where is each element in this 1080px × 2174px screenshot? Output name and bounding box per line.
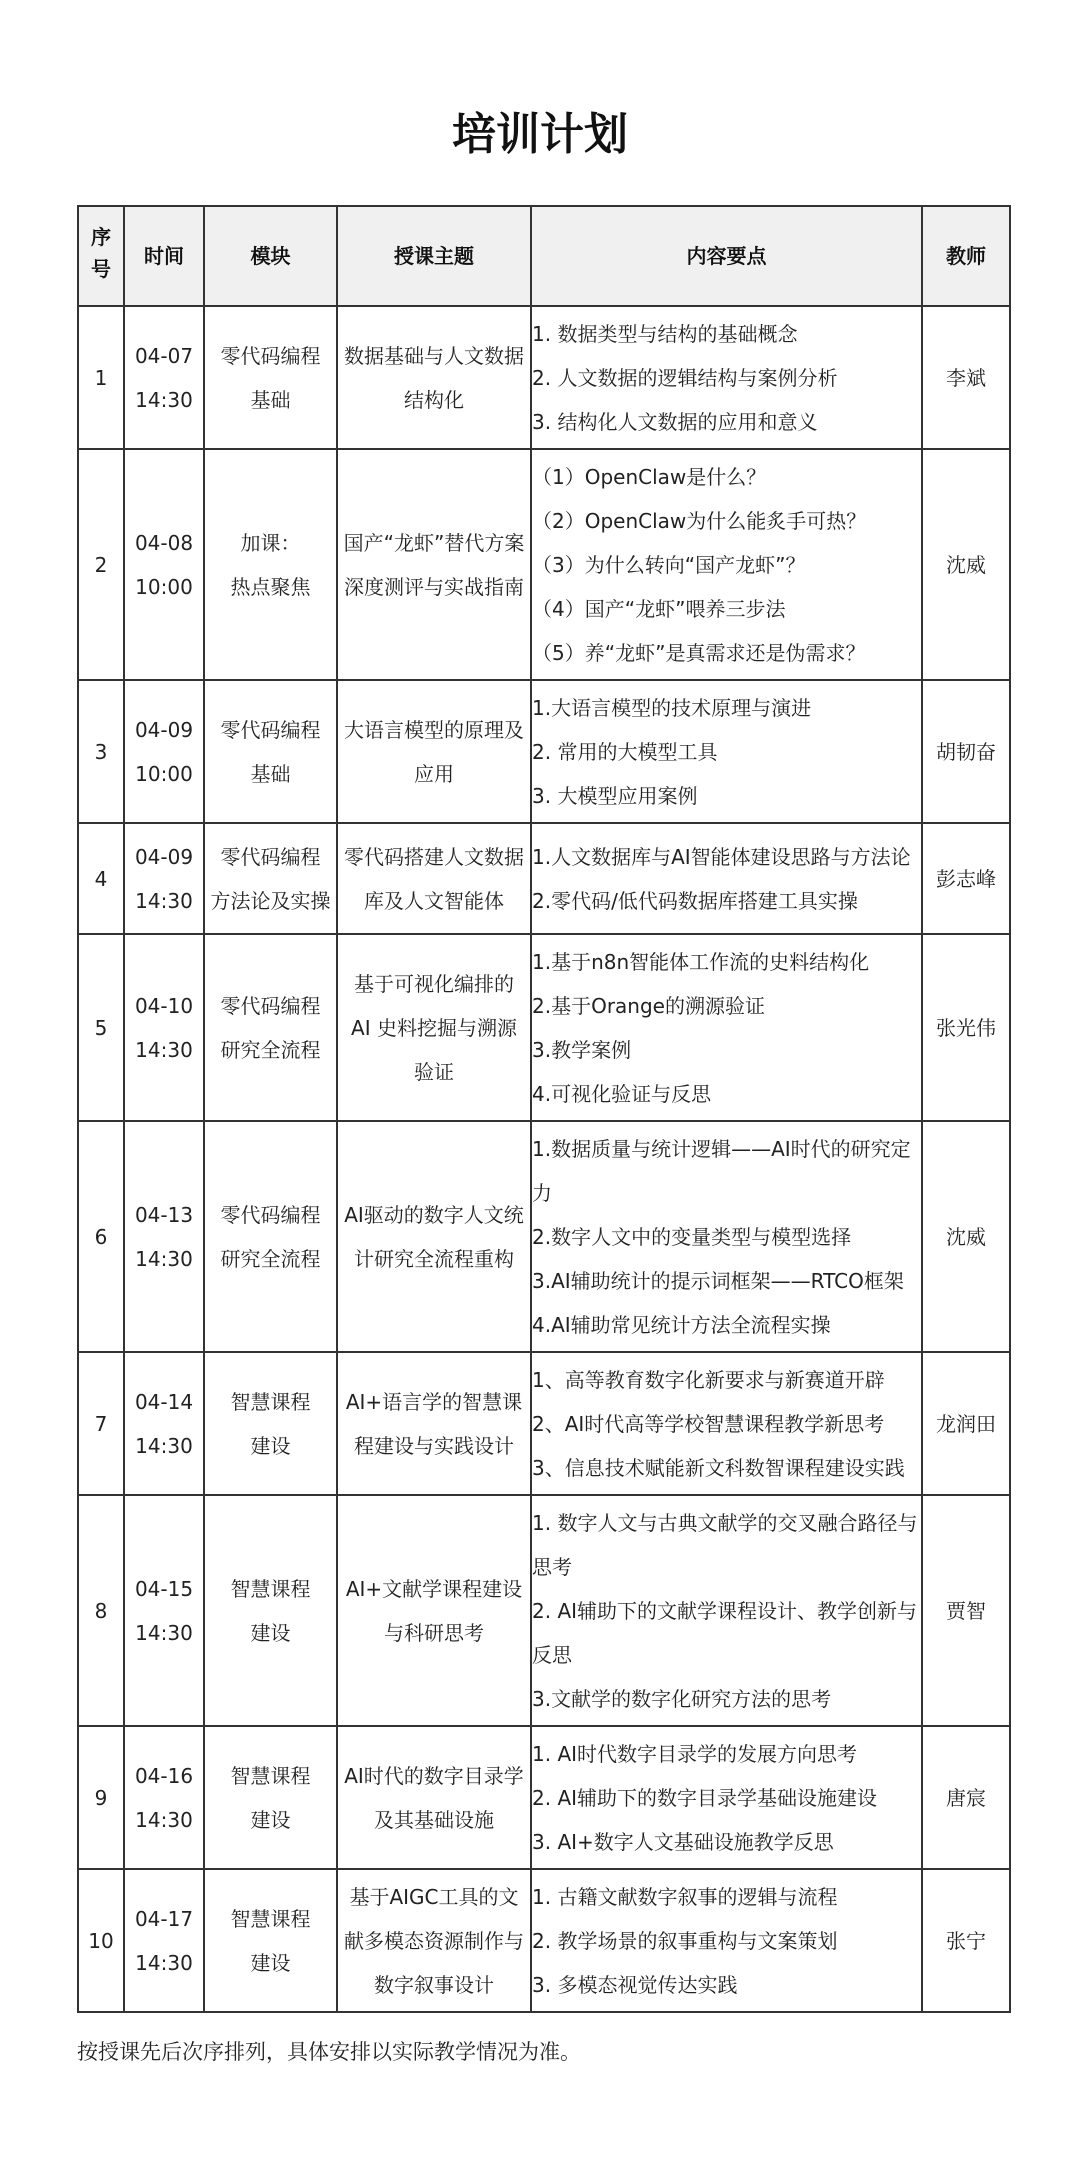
row-module-line: 智慧课程	[230, 1763, 311, 1788]
row-point-item: 3. 多模态视觉传达实践	[532, 1972, 738, 1997]
row-index: 1	[78, 306, 124, 449]
row-start-time: 14:30	[135, 1807, 193, 1832]
row-start-time: 14:30	[135, 387, 193, 412]
row-module-line: 建设	[250, 1620, 291, 1645]
row-point-item: （5）养“龙虾”是真需求还是伪需求？	[532, 640, 866, 665]
row-point-item: 1. 数字人文与古典文献学的交叉融合路径与思考	[532, 1510, 918, 1579]
row-point-item: 3. 结构化人文数据的应用和意义	[532, 409, 818, 434]
row-point-item: 3、信息技术赋能新文科数智课程建设实践	[532, 1455, 905, 1480]
row-module	[204, 449, 337, 680]
row-time	[124, 823, 204, 934]
row-time	[124, 1121, 204, 1352]
row-module-line: 零代码编程	[220, 717, 321, 742]
row-points	[531, 306, 922, 449]
row-module-line: 热点聚焦	[230, 574, 311, 599]
row-topic-line: AI+语言学的智慧课	[345, 1389, 523, 1414]
row-module	[204, 680, 337, 823]
row-topic	[337, 1869, 531, 2012]
row-topic	[337, 1726, 531, 1869]
row-topic	[337, 1352, 531, 1495]
row-date: 04-13	[134, 1202, 194, 1227]
row-module	[204, 1495, 337, 1726]
table-row	[78, 1869, 1010, 2012]
row-point-item: 1、高等教育数字化新要求与新赛道开辟	[532, 1367, 885, 1392]
row-teacher: 龙润田	[922, 1352, 1010, 1495]
row-module-line: 加课：	[240, 530, 301, 555]
training-plan-table	[77, 205, 1011, 2013]
row-module-line: 建设	[250, 1807, 291, 1832]
row-point-item: 2. 人文数据的逻辑结构与案例分析	[532, 365, 838, 390]
row-index: 6	[78, 1121, 124, 1352]
row-module-line: 零代码编程	[220, 993, 321, 1018]
row-topic	[337, 449, 531, 680]
row-module-line: 建设	[250, 1950, 291, 1975]
row-point-item: 3.教学案例	[532, 1037, 632, 1062]
row-topic-line: 零代码搭建人文数据	[344, 844, 524, 869]
row-topic-line: AI驱动的数字人文统	[344, 1202, 524, 1227]
row-topic-line: 计研究全流程重构	[354, 1246, 514, 1271]
row-point-item: 3. 大模型应用案例	[532, 783, 698, 808]
row-topic	[337, 934, 531, 1121]
table-body	[78, 306, 1010, 2012]
row-module-line: 智慧课程	[230, 1576, 311, 1601]
header-topic: 授课主题	[337, 206, 531, 306]
row-points	[531, 1352, 922, 1495]
row-teacher: 张宁	[922, 1869, 1010, 2012]
row-topic-line: 国产“龙虾”替代方案	[343, 530, 525, 555]
header-points: 内容要点	[531, 206, 922, 306]
row-start-time: 14:30	[135, 1620, 193, 1645]
row-module-line: 零代码编程	[220, 1202, 321, 1227]
row-date: 04-07	[134, 343, 194, 368]
table-row	[78, 1495, 1010, 1726]
row-points	[531, 823, 922, 934]
row-point-item: 2. AI辅助下的文献学课程设计、教学创新与反思	[532, 1598, 918, 1667]
row-point-item: 4.可视化验证与反思	[532, 1081, 712, 1106]
row-topic-line: 数据基础与人文数据	[344, 343, 524, 368]
row-time	[124, 1352, 204, 1495]
table-row	[78, 823, 1010, 934]
table-row	[78, 306, 1010, 449]
row-point-item: 3.文献学的数字化研究方法的思考	[532, 1686, 832, 1711]
row-module	[204, 934, 337, 1121]
row-point-item: 2.数字人文中的变量类型与模型选择	[532, 1224, 852, 1249]
row-date: 04-09	[134, 844, 194, 869]
row-date: 04-17	[134, 1906, 194, 1931]
row-module-line: 智慧课程	[230, 1906, 311, 1931]
row-point-item: 1. 数据类型与结构的基础概念	[532, 321, 798, 346]
row-date: 04-14	[134, 1389, 194, 1414]
row-topic-line: AI时代的数字目录学	[344, 1763, 524, 1788]
row-topic-line: 程建设与实践设计	[354, 1433, 514, 1458]
row-topic-line: 深度测评与实战指南	[344, 574, 524, 599]
row-topic-line: 应用	[414, 761, 454, 786]
row-start-time: 14:30	[135, 1037, 193, 1062]
row-topic-line: 及其基础设施	[374, 1807, 494, 1832]
row-point-item: （2）OpenClaw为什么能炙手可热？	[532, 508, 867, 533]
header-teacher: 教师	[922, 206, 1010, 306]
row-index: 7	[78, 1352, 124, 1495]
row-start-time: 14:30	[135, 1246, 193, 1271]
row-time	[124, 1495, 204, 1726]
row-date: 04-08	[134, 530, 194, 555]
row-topic	[337, 823, 531, 934]
row-topic	[337, 1495, 531, 1726]
row-time	[124, 934, 204, 1121]
row-points	[531, 680, 922, 823]
row-point-item: 2.基于Orange的溯源验证	[532, 993, 765, 1018]
row-index: 4	[78, 823, 124, 934]
row-point-item: 1. AI时代数字目录学的发展方向思考	[532, 1741, 858, 1766]
row-teacher: 张光伟	[922, 934, 1010, 1121]
page-title: 培训计划	[452, 109, 628, 160]
row-start-time: 14:30	[135, 1433, 193, 1458]
row-topic-line: AI 史料挖掘与溯源	[351, 1015, 517, 1040]
row-time	[124, 1726, 204, 1869]
row-point-item: 1.数据质量与统计逻辑——AI时代的研究定力	[532, 1136, 911, 1205]
row-points	[531, 449, 922, 680]
row-module	[204, 1869, 337, 2012]
table-row	[78, 1121, 1010, 1352]
row-topic-line: 结构化	[404, 387, 464, 412]
row-date: 04-16	[134, 1763, 194, 1788]
row-points	[531, 1726, 922, 1869]
row-topic-line: 验证	[414, 1059, 454, 1084]
row-teacher: 李斌	[922, 306, 1010, 449]
row-module	[204, 1726, 337, 1869]
row-point-item: 4.AI辅助常见统计方法全流程实操	[532, 1312, 831, 1337]
row-index: 8	[78, 1495, 124, 1726]
row-module	[204, 306, 337, 449]
row-start-time: 10:00	[135, 574, 193, 599]
row-point-item: 1.基于n8n智能体工作流的史料结构化	[532, 949, 870, 974]
footer-note: 按授课先后次序排列，具体安排以实际教学情况为准。	[77, 2040, 581, 2064]
table-row	[78, 449, 1010, 680]
row-index: 2	[78, 449, 124, 680]
row-point-item: （4）国产“龙虾”喂养三步法	[532, 596, 786, 621]
row-point-item: 2. 常用的大模型工具	[532, 739, 718, 764]
header-module: 模块	[204, 206, 337, 306]
table-row	[78, 1726, 1010, 1869]
row-topic-line: 数字叙事设计	[374, 1972, 494, 1997]
row-topic	[337, 1121, 531, 1352]
row-topic-line: 基于AIGC工具的文	[349, 1884, 519, 1909]
header-index: 序号	[78, 206, 124, 306]
row-time	[124, 680, 204, 823]
row-topic-line: AI+文献学课程建设	[345, 1576, 523, 1601]
row-point-item: 1.人文数据库与AI智能体建设思路与方法论	[532, 844, 911, 869]
row-topic-line: 献多模态资源制作与	[344, 1928, 524, 1953]
table-row	[78, 934, 1010, 1121]
row-point-item: 2、AI时代高等学校智慧课程教学新思考	[532, 1411, 885, 1436]
row-points	[531, 1495, 922, 1726]
row-start-time: 14:30	[135, 1950, 193, 1975]
row-start-time: 10:00	[135, 761, 193, 786]
header-time: 时间	[124, 206, 204, 306]
table-row	[78, 1352, 1010, 1495]
row-point-item: （1）OpenClaw是什么？	[532, 464, 767, 489]
row-module	[204, 1121, 337, 1352]
row-teacher: 贾智	[922, 1495, 1010, 1726]
row-module-line: 方法论及实操	[210, 888, 331, 913]
row-module-line: 智慧课程	[230, 1389, 311, 1414]
row-time	[124, 449, 204, 680]
row-points	[531, 934, 922, 1121]
table-header-row	[78, 206, 1010, 306]
row-topic-line: 与科研思考	[384, 1620, 484, 1645]
row-topic-line: 大语言模型的原理及	[344, 717, 524, 742]
row-point-item: 3.AI辅助统计的提示词框架——RTCO框架	[532, 1268, 904, 1293]
row-point-item: 2. AI辅助下的数字目录学基础设施建设	[532, 1785, 878, 1810]
row-module-line: 研究全流程	[220, 1037, 321, 1062]
row-points	[531, 1869, 922, 2012]
row-topic	[337, 306, 531, 449]
row-points	[531, 1121, 922, 1352]
row-point-item: 2. 教学场景的叙事重构与文案策划	[532, 1928, 838, 1953]
row-point-item: 2.零代码/低代码数据库搭建工具实操	[532, 888, 858, 913]
row-teacher: 沈威	[922, 1121, 1010, 1352]
row-start-time: 14:30	[135, 888, 193, 913]
row-index: 10	[78, 1869, 124, 2012]
row-topic-line: 基于可视化编排的	[354, 971, 514, 996]
row-module-line: 基础	[250, 761, 291, 786]
row-topic-line: 库及人文智能体	[364, 888, 504, 913]
row-date: 04-10	[134, 993, 194, 1018]
row-index: 9	[78, 1726, 124, 1869]
row-teacher: 彭志峰	[922, 823, 1010, 934]
row-module-line: 零代码编程	[220, 844, 321, 869]
row-time	[124, 306, 204, 449]
row-module-line: 研究全流程	[220, 1246, 321, 1271]
row-date: 04-09	[134, 717, 194, 742]
row-topic	[337, 680, 531, 823]
row-point-item: （3）为什么转向“国产龙虾”？	[532, 552, 806, 577]
row-time	[124, 1869, 204, 2012]
row-module-line: 建设	[250, 1433, 291, 1458]
row-index: 5	[78, 934, 124, 1121]
row-teacher: 胡韧奋	[922, 680, 1010, 823]
row-teacher: 沈威	[922, 449, 1010, 680]
row-module-line: 零代码编程	[220, 343, 321, 368]
table-row	[78, 680, 1010, 823]
row-point-item: 3. AI+数字人文基础设施教学反思	[532, 1829, 834, 1854]
row-index: 3	[78, 680, 124, 823]
row-module	[204, 823, 337, 934]
row-date: 04-15	[134, 1576, 194, 1601]
row-point-item: 1. 古籍文献数字叙事的逻辑与流程	[532, 1884, 838, 1909]
row-module	[204, 1352, 337, 1495]
row-teacher: 唐宸	[922, 1726, 1010, 1869]
row-point-item: 1.大语言模型的技术原理与演进	[532, 695, 812, 720]
row-module-line: 基础	[250, 387, 291, 412]
